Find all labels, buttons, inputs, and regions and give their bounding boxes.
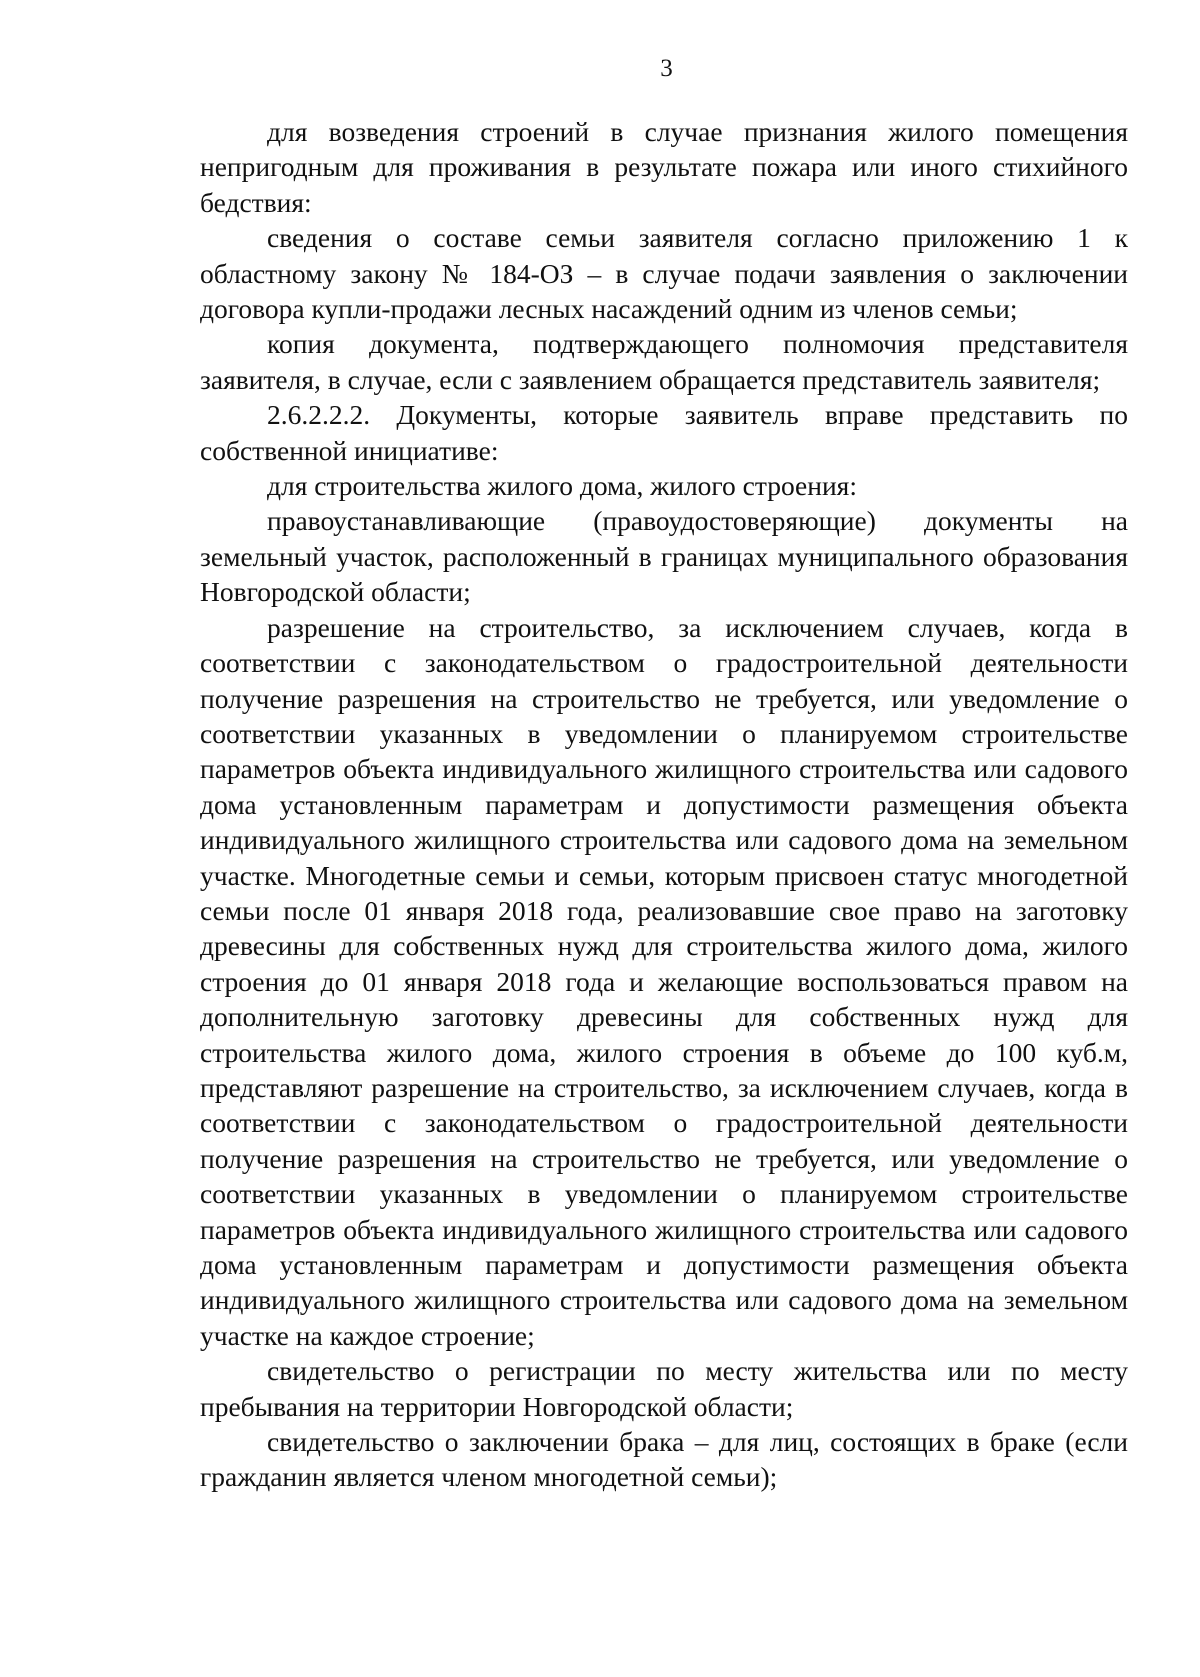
paragraph-house-construction: для строительства жилого дома, жилого строения:: [267, 470, 857, 502]
paragraph-building-after-disaster: для возведения строений в случае признания жилого помещения непригодным для проживания в результате пожара или иного стихийного бедствия:: [200, 116, 1128, 218]
paragraph-construction-permit: разрешение на строительство, за исключением случаев, когда в соответствии с законодательством о градостроительной деятельности получение разрешения на строительство не требуется, или уведомление о соответствии указанных в уведомлении о планируемом строительстве параметров объекта индивидуального жилищного строительства или садового дома установленным параметрам и допустимости размещения объекта индивидуального жилищного строительства или садового дома на земельном участке. Многодетные семьи и семьи, которым присвоен статус многодетной семьи после 01 января 2018 года, реализовавшие свое право на заготовку древесины для собственных нужд для строительства жилого дома, жилого строения до 01 января 2018 года и желающие воспользоваться правом на дополнительную заготовку древесины для собственных нужд для строительства жилого дома, жилого строения в объеме до 100 куб.м, представляют разрешение на строительство, за исключением случаев, когда в соответствии с законодательством о градостроительной деятельности получение разрешения на строительство не требуется, или уведомление о соответствии указанных в уведомлении о планируемом строительстве параметров объекта индивидуального жилищного строительства или садового дома установленным параметрам и допустимости размещения объекта индивидуального жилищного строительства или садового дома на земельном участке на каждое строение;: [200, 611, 1128, 1351]
paragraph-representative-authority: копия документа, подтверждающего полномочия представителя заявителя, в случае, если с заявлением обращается представитель заявителя;: [200, 328, 1128, 395]
paragraph-section-2-6-2-2-2: 2.6.2.2.2. Документы, которые заявитель вправе представить по собственной инициативе:: [200, 399, 1128, 466]
paragraph-marriage-certificate: свидетельство о заключении брака – для лиц, состоящих в браке (если гражданин является членом многодетной семьи);: [200, 1426, 1128, 1493]
paragraph-land-title-documents: правоустанавливающие (правоудостоверяющие) документы на земельный участок, расположенный в границах муниципального образования Новгородской области;: [200, 505, 1128, 608]
document-body: [200, 114, 1128, 1495]
paragraph-family-composition: сведения о составе семьи заявителя согласно приложению 1 к областному закону № 184-ОЗ – в случае подачи заявления о заключении договора купли-продажи лесных насаждений одним из членов семьи;: [200, 222, 1128, 325]
paragraph-registration-certificate: свидетельство о регистрации по месту жительства или по месту пребывания на территории Новгородской области;: [200, 1355, 1128, 1422]
page-number: 3: [660, 55, 673, 82]
